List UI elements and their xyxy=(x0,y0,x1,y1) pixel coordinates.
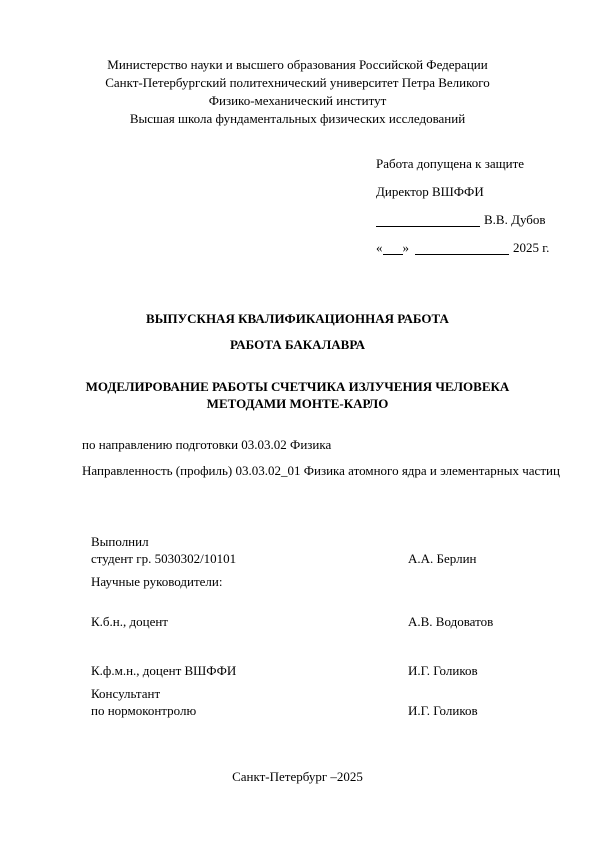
study-direction: по направлению подготовки 03.03.02 Физика xyxy=(82,437,332,452)
approval-year: 2025 г. xyxy=(513,240,550,255)
city-year-footer: Санкт-Петербург –2025 xyxy=(232,769,363,784)
supervisor-2-title: К.ф.м.н., доцент ВШФФИ xyxy=(91,663,237,678)
supervisors-label: Научные руководители: xyxy=(91,574,223,589)
school-line: Высшая школа фундаментальных физических исследований xyxy=(129,111,466,126)
consultant-block xyxy=(91,685,511,719)
consultant-name: И.Г. Голиков xyxy=(408,703,478,718)
institution-header xyxy=(0,56,595,128)
day-blank xyxy=(383,242,403,255)
director-signature-line xyxy=(376,206,549,234)
ministry-line: Министерство науки и высшего образования Российской Федерации xyxy=(107,57,488,72)
director-name: В.В. Дубов xyxy=(484,212,546,227)
supervisor-1 xyxy=(91,613,511,630)
admitted-line: Работа допущена к защите xyxy=(376,156,525,171)
date-quote-open: « xyxy=(376,240,383,255)
performer-block xyxy=(91,533,511,567)
consultant-label: Консультант xyxy=(91,686,161,701)
performer-label: Выполнил xyxy=(91,534,149,549)
supervisor-2 xyxy=(91,662,511,679)
institute-line: Физико-механический институт xyxy=(208,93,387,108)
university-line: Санкт-Петербургский политехнический университет Петра Великого xyxy=(105,75,490,90)
supervisor-1-name: А.В. Водоватов xyxy=(408,614,494,629)
signature-blank xyxy=(376,214,480,227)
approval-date-line xyxy=(376,234,549,262)
topic-line-2: МЕТОДАМИ МОНТЕ-КАРЛО xyxy=(206,396,389,411)
degree-title: РАБОТА БАКАЛАВРА xyxy=(230,337,365,352)
date-quote-close: » xyxy=(402,240,409,255)
topic-line-1: МОДЕЛИРОВАНИЕ РАБОТЫ СЧЕТЧИКА ИЗЛУЧЕНИЯ ЧЕЛОВЕКА xyxy=(85,379,510,394)
student-group: студент гр. 5030302/10101 xyxy=(91,551,237,566)
supervisor-2-name: И.Г. Голиков xyxy=(408,663,478,678)
month-blank xyxy=(415,242,509,255)
work-type-title: ВЫПУСКНАЯ КВАЛИФИКАЦИОННАЯ РАБОТА xyxy=(146,311,449,326)
consultant-role: по нормоконтролю xyxy=(91,703,197,718)
supervisor-1-title: К.б.н., доцент xyxy=(91,614,168,629)
approval-block xyxy=(376,150,549,262)
topic-title xyxy=(0,378,595,412)
study-profile: Направленность (профиль) 03.03.02_01 Физика атомного ядра и элементарных частиц xyxy=(82,463,560,478)
director-line: Директор ВШФФИ xyxy=(376,184,484,199)
student-name: А.А. Берлин xyxy=(408,551,477,566)
